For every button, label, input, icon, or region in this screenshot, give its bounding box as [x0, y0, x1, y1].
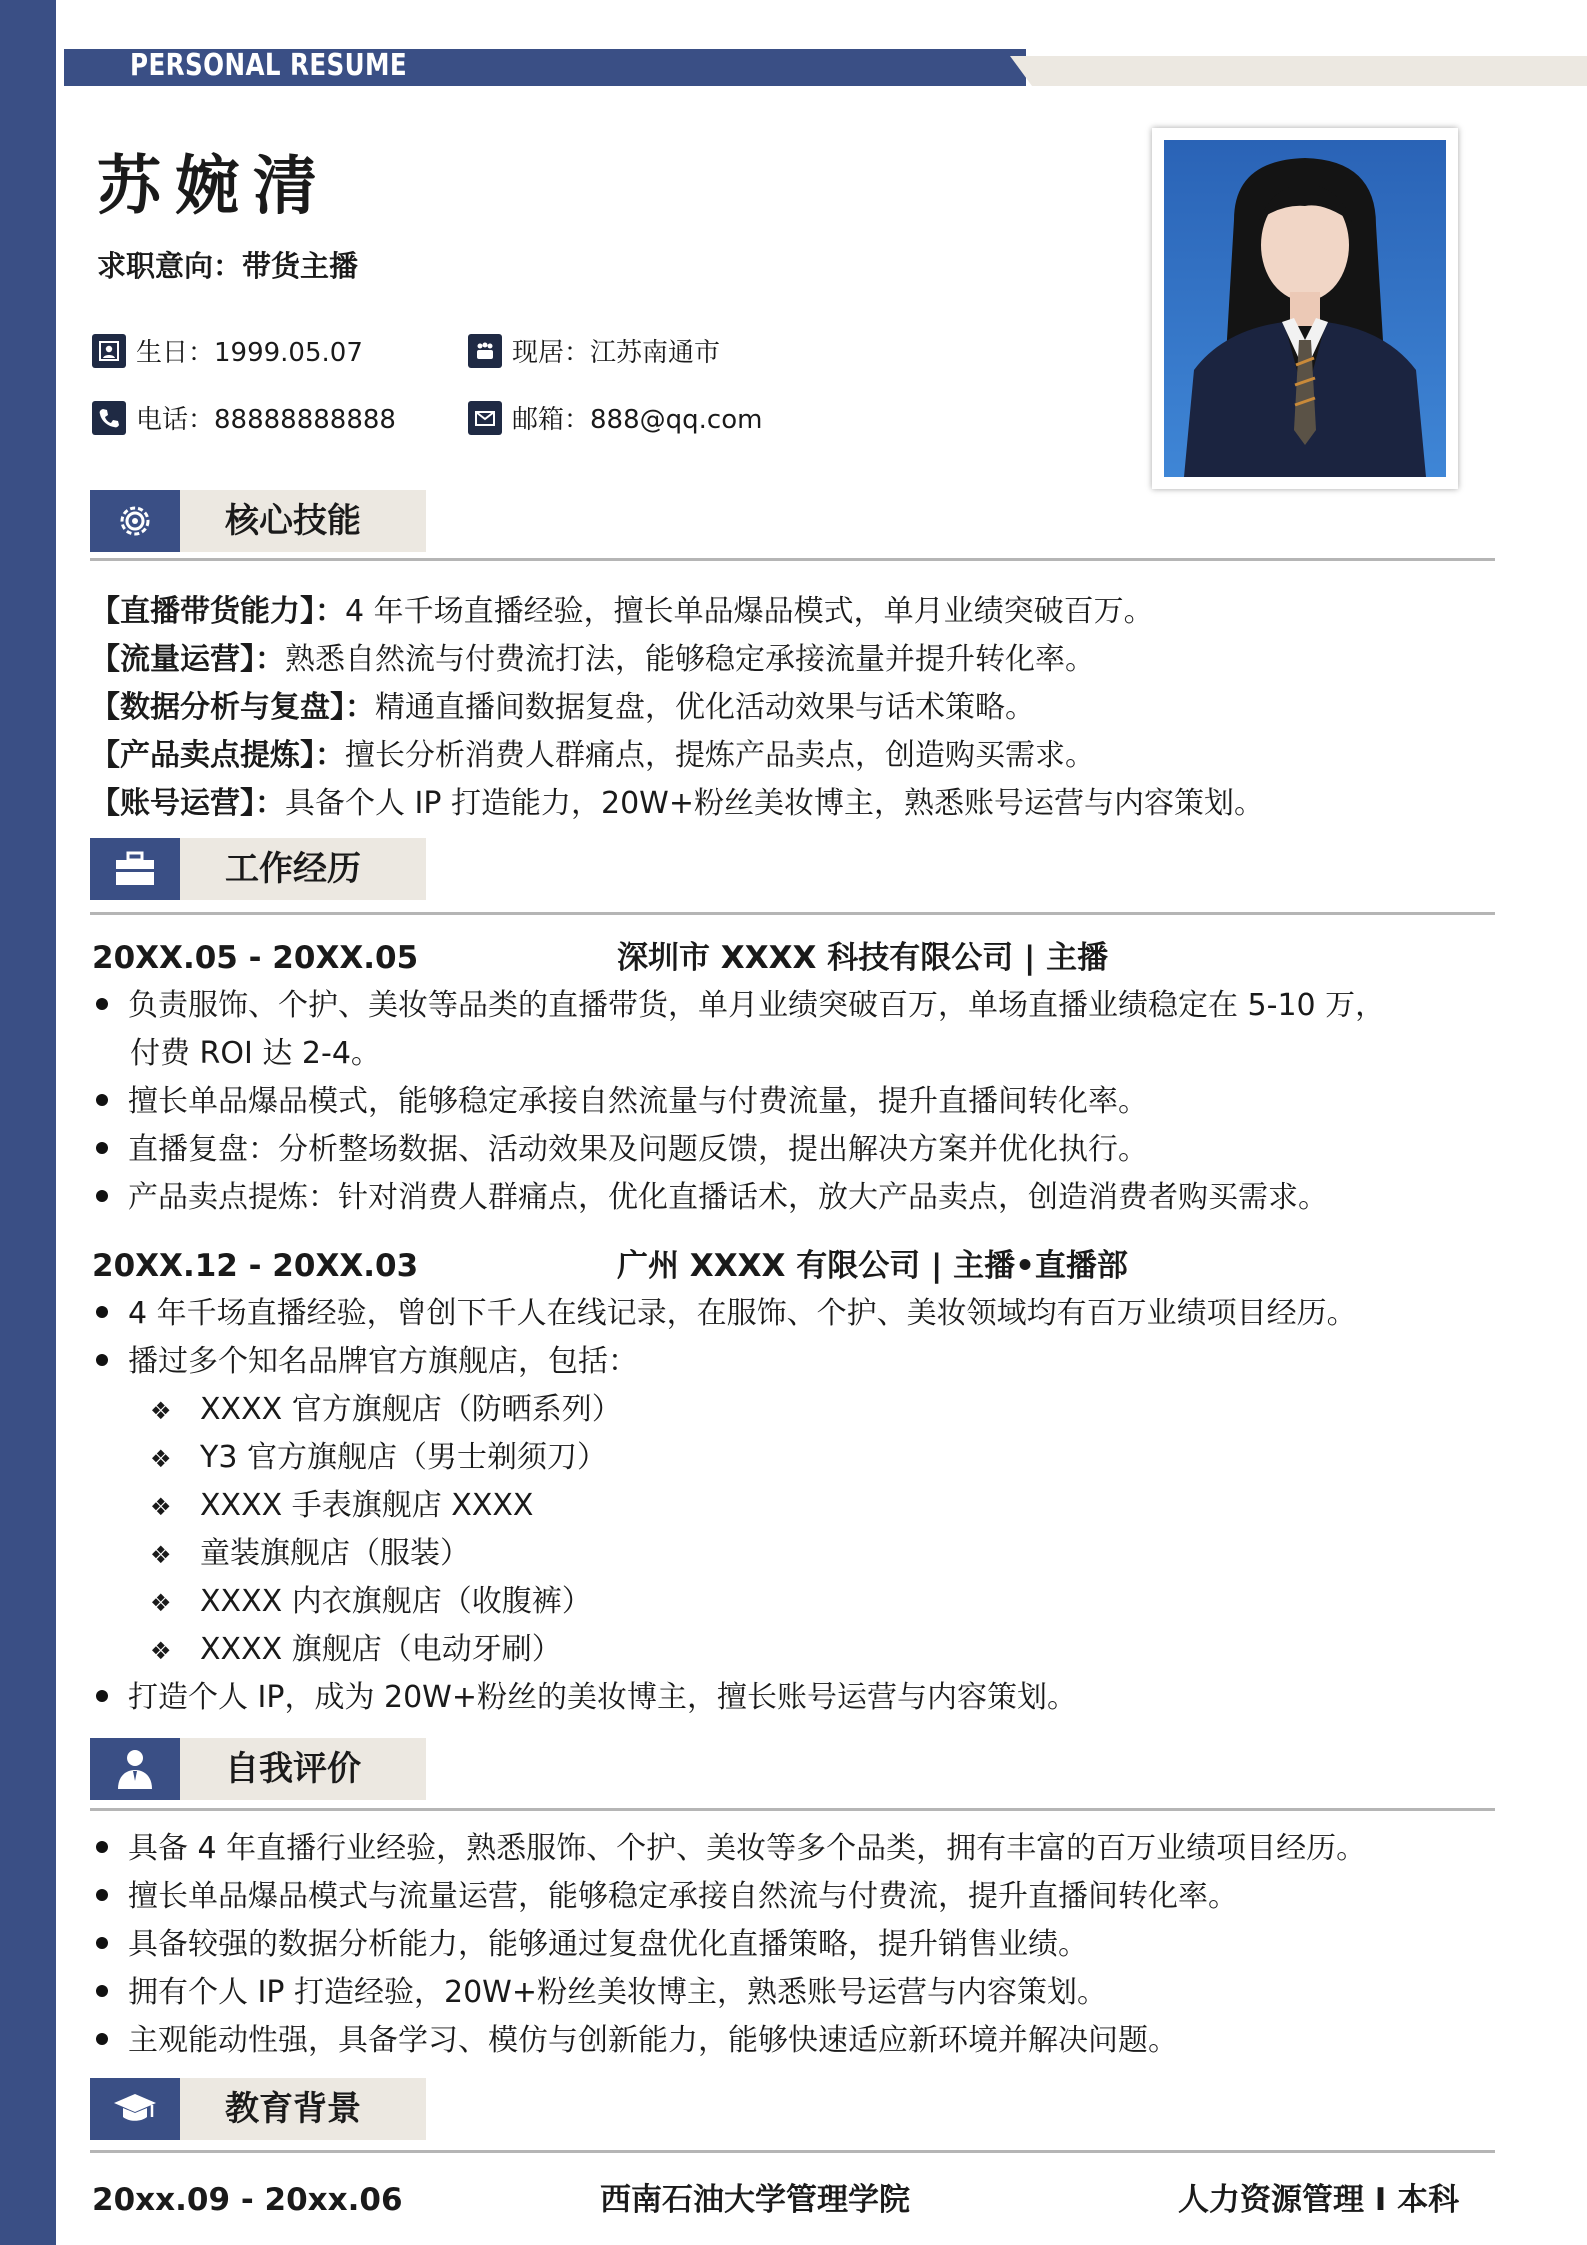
- section-skills-header: [90, 490, 426, 552]
- self-bullet: 具备较强的数据分析能力，能够通过复盘优化直播策略，提升销售业绩。: [90, 1921, 1088, 1969]
- store-item: ❖ XXXX 旗舰店（电动牙刷）: [150, 1632, 562, 1667]
- photo-frame: [1152, 128, 1458, 489]
- people-icon: [468, 334, 502, 368]
- skill-item: 【账号运营】：具备个人 IP 打造能力，20W+粉丝美妆博主，熟悉账号运营与内容策划。: [90, 786, 1264, 821]
- job-bullet: 打造个人 IP，成为 20W+粉丝的美妆博主，擅长账号运营与内容策划。: [90, 1674, 1077, 1722]
- store-item: ❖ Y3 官方旗舰店（男士剃须刀）: [150, 1440, 607, 1475]
- location-text: 现居：江苏南通市: [512, 338, 721, 368]
- store-item: ❖ XXXX 内衣旗舰店（收腹裤）: [150, 1584, 592, 1619]
- self-bullet: 具备 4 年直播行业经验，熟悉服饰、个护、美妆等多个品类，拥有丰富的百万业绩项目经历。: [90, 1825, 1366, 1873]
- education-school: 西南石油大学管理学院: [600, 2182, 910, 2218]
- education-period: 20xx.09 - 20xx.06: [92, 2182, 403, 2218]
- job-bullet: 产品卖点提炼：针对消费人群痛点，优化直播话术，放大产品卖点，创造消费者购买需求。: [90, 1174, 1328, 1222]
- education-major: 人力资源管理 I 本科: [1178, 2182, 1460, 2218]
- phone-icon: [92, 401, 126, 435]
- skill-item: 【流量运营】：熟悉自然流与付费流打法，能够稳定承接流量并提升转化率。: [90, 642, 1095, 677]
- briefcase-icon: [90, 838, 180, 900]
- info-phone: [92, 399, 396, 436]
- section-education-header: [90, 2078, 426, 2140]
- header-title: PERSONAL RESUME: [130, 48, 408, 83]
- gear-icon: [90, 490, 180, 552]
- store-item: ❖ XXXX 手表旗舰店 XXXX: [150, 1488, 534, 1523]
- section-education-title: 教育背景: [225, 2089, 361, 2129]
- mail-icon: [468, 401, 502, 435]
- section-divider: [90, 558, 1495, 561]
- job-bullet-continuation: 付费 ROI 达 2-4。: [130, 1036, 381, 1071]
- job-company: 深圳市 XXXX 科技有限公司 | 主播: [617, 940, 1109, 976]
- section-work-header: [90, 838, 426, 900]
- job-company: 广州 XXXX 有限公司 | 主播•直播部: [617, 1248, 1128, 1284]
- job-bullet: 负责服饰、个护、美妆等品类的直播带货，单月业绩突破百万，单场直播业绩稳定在 5-10 万，: [90, 982, 1385, 1030]
- phone-text: 电话：88888888888: [136, 405, 396, 435]
- graduation-cap-icon: [90, 2078, 180, 2140]
- job-bullet: 4 年千场直播经验，曾创下千人在线记录，在服饰、个护、美妆领域均有百万业绩项目经历。: [90, 1290, 1357, 1338]
- section-skills-title: 核心技能: [225, 501, 361, 541]
- self-bullet: 拥有个人 IP 打造经验，20W+粉丝美妆博主，熟悉账号运营与内容策划。: [90, 1969, 1107, 2017]
- store-item: ❖ 童装旗舰店（服装）: [150, 1536, 470, 1571]
- section-divider: [90, 2150, 1495, 2153]
- info-birth: [92, 332, 363, 369]
- profile-photo: [1164, 140, 1446, 477]
- email-text: 邮箱：888@qq.com: [512, 405, 763, 435]
- info-email: [468, 399, 762, 436]
- job-bullet: 擅长单品爆品模式，能够稳定承接自然流量与付费流量，提升直播间转化率。: [90, 1078, 1148, 1126]
- section-self-header: [90, 1738, 426, 1800]
- skill-item: 【直播带货能力】：4 年千场直播经验，擅长单品爆品模式，单月业绩突破百万。: [90, 594, 1154, 629]
- job-bullet: 直播复盘：分析整场数据、活动效果及问题反馈，提出解决方案并优化执行。: [90, 1126, 1148, 1174]
- candidate-name: 苏婉清: [97, 150, 331, 224]
- id-card-icon: [92, 334, 126, 368]
- section-self-title: 自我评价: [225, 1749, 361, 1789]
- section-divider: [90, 1808, 1495, 1811]
- job-bullet: 播过多个知名品牌官方旗舰店，包括：: [90, 1338, 638, 1386]
- header-band-light: [1010, 56, 1587, 86]
- store-item: ❖ XXXX 官方旗舰店（防晒系列）: [150, 1392, 622, 1427]
- skill-item: 【数据分析与复盘】：精通直播间数据复盘，优化活动效果与话术策略。: [90, 690, 1035, 725]
- left-accent-bar: [0, 0, 56, 2245]
- info-location: [468, 332, 720, 369]
- job-period: 20XX.05 - 20XX.05: [92, 940, 419, 976]
- section-divider: [90, 912, 1495, 915]
- self-bullet: 擅长单品爆品模式与流量运营，能够稳定承接自然流与付费流，提升直播间转化率。: [90, 1873, 1238, 1921]
- person-icon: [90, 1738, 180, 1800]
- job-intent: 求职意向：带货主播: [97, 249, 359, 283]
- section-work-title: 工作经历: [225, 849, 361, 889]
- self-bullet: 主观能动性强，具备学习、模仿与创新能力，能够快速适应新环境并解决问题。: [90, 2017, 1178, 2065]
- skill-item: 【产品卖点提炼】：擅长分析消费人群痛点，提炼产品卖点，创造购买需求。: [90, 738, 1095, 773]
- birth-text: 生日：1999.05.07: [136, 338, 363, 368]
- job-period: 20XX.12 - 20XX.03: [92, 1248, 419, 1284]
